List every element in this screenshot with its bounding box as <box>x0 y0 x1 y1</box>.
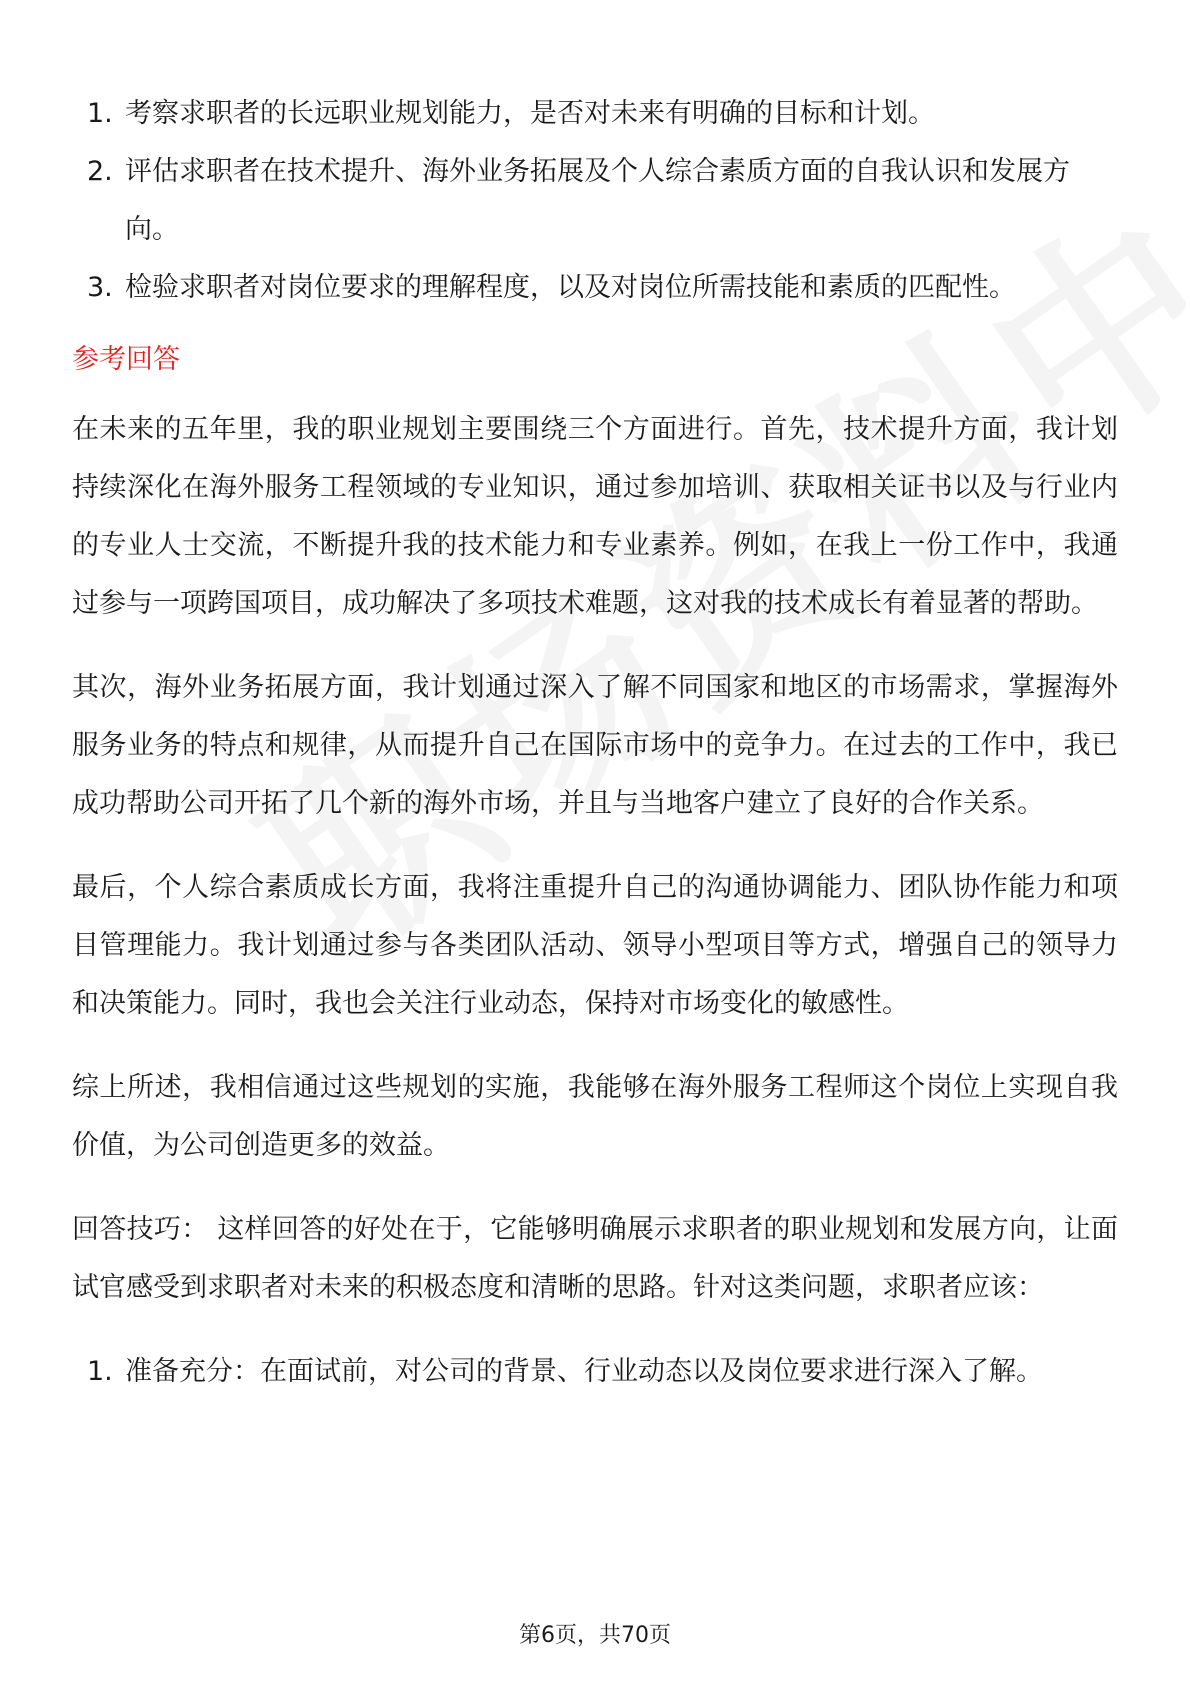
list-item-number: 2. <box>87 156 113 187</box>
answer-paragraph: 其次，海外业务拓展方面，我计划通过深入了解不同国家和地区的市场需求，掌握海外服务业务的特点和规律，从而提升自己在国际市场中的竞争力。在过去的工作中，我已成功帮助公司开拓了几个新的海外市场，并且与当地客户建立了良好的合作关系。 <box>72 672 1118 819</box>
tips-list <box>72 1343 1118 1401</box>
list-item-text: 准备充分：在面试前，对公司的背景、行业动态以及岗位要求进行深入了解。 <box>125 1356 1043 1387</box>
answer-paragraph: 在未来的五年里，我的职业规划主要围绕三个方面进行。首先，技术提升方面，我计划持续深化在海外服务工程领域的专业知识，通过参加培训、获取相关证书以及与行业内的专业人士交流，不断提升我的技术能力和专业素养。例如，在我上一份工作中，我通过参与一项跨国项目，成功解决了多项技术难题，这对我的技术成长有着显著的帮助。 <box>72 414 1118 619</box>
list-item <box>72 143 1118 259</box>
list-item-text: 考察求职者的长远职业规划能力，是否对未来有明确的目标和计划。 <box>125 98 935 129</box>
answer-paragraph: 综上所述，我相信通过这些规划的实施，我能够在海外服务工程师这个岗位上实现自我价值，为公司创造更多的效益。 <box>72 1072 1118 1161</box>
list-item-number: 1. <box>87 98 113 129</box>
intro-list <box>72 85 1118 317</box>
list-item-number: 1. <box>87 1356 113 1387</box>
list-item-text: 检验求职者对岗位要求的理解程度，以及对岗位所需技能和素质的匹配性。 <box>125 272 1016 303</box>
answer-paragraph: 最后，个人综合素质成长方面，我将注重提升自己的沟通协调能力、团队协作能力和项目管理能力。我计划通过参与各类团队活动、领导小型项目等方式，增强自己的领导力和决策能力。同时，我也会关注行业动态，保持对市场变化的敏感性。 <box>72 872 1118 1019</box>
list-item <box>72 85 1118 143</box>
page-content <box>72 85 1118 1401</box>
list-item <box>72 259 1118 317</box>
section-title: 参考回答 <box>72 344 180 375</box>
list-item-text: 评估求职者在技术提升、海外业务拓展及个人综合素质方面的自我认识和发展方向。 <box>125 156 1070 245</box>
page-footer: 第6页，共70页 <box>519 1623 671 1648</box>
list-item <box>72 1343 1118 1401</box>
list-item-number: 3. <box>87 272 113 303</box>
tips-paragraph: 回答技巧： 这样回答的好处在于，它能够明确展示求职者的职业规划和发展方向，让面试官感受到求职者对未来的积极态度和清晰的思路。针对这类问题，求职者应该： <box>72 1214 1118 1303</box>
